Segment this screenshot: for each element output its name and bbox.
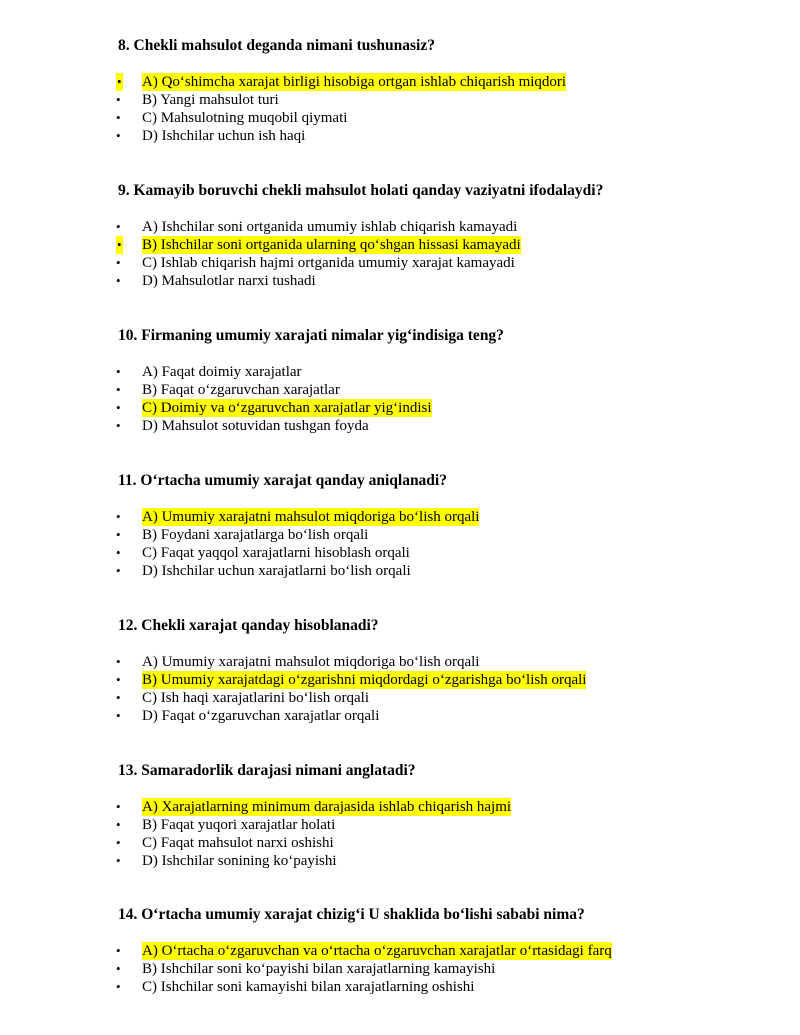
- options-list: [118, 942, 778, 996]
- option-b: [118, 236, 778, 254]
- option-label: C) Doimiy va o‘zgaruvchan xarajatlar yig‘indisi: [142, 400, 432, 416]
- options-list: [118, 363, 778, 435]
- bullet-icon: •: [116, 817, 121, 832]
- bullet-icon: •: [116, 690, 121, 705]
- option-b: [118, 816, 778, 834]
- options-list: [118, 508, 778, 580]
- question-14: [118, 906, 778, 996]
- option-label: A) O‘rtacha o‘zgaruvchan va o‘rtacha o‘zgaruvchan xarajatlar o‘rtasidagi farq: [142, 943, 612, 959]
- bullet-icon: •: [116, 943, 121, 958]
- bullet-icon: •: [116, 563, 121, 578]
- bullet-icon: •: [117, 237, 122, 252]
- option-a: [118, 508, 778, 526]
- option-d: [118, 417, 778, 435]
- bullet-icon: •: [116, 273, 121, 288]
- bullet-icon: •: [116, 545, 121, 560]
- option-d: [118, 707, 778, 725]
- option-label: D) Faqat o‘zgaruvchan xarajatlar orqali: [142, 708, 380, 724]
- bullet-icon: •: [116, 255, 121, 270]
- bullet-icon: •: [116, 509, 121, 524]
- question-title: 12. Chekli xarajat qanday hisoblanadi?: [118, 617, 379, 634]
- options-list: [118, 798, 778, 870]
- option-d: [118, 272, 778, 290]
- option-label: B) Faqat o‘zgaruvchan xarajatlar: [142, 382, 340, 398]
- bullet-icon: •: [117, 74, 122, 89]
- option-label: D) Ishchilar uchun ish haqi: [142, 128, 306, 144]
- option-label: B) Ishchilar soni ortganida ularning qo‘shgan hissasi kamayadi: [142, 237, 521, 253]
- option-c: [118, 689, 778, 707]
- option-label: D) Mahsulotlar narxi tushadi: [142, 273, 316, 289]
- question-8: [118, 37, 778, 145]
- option-label: A) Umumiy xarajatni mahsulot miqdoriga bo‘lish orqali: [142, 509, 480, 525]
- bullet-icon: •: [116, 382, 121, 397]
- option-label: A) Faqat doimiy xarajatlar: [142, 364, 302, 380]
- option-label: D) Ishchilar sonining ko‘payishi: [142, 853, 337, 869]
- option-label: D) Mahsulot sotuvidan tushgan foyda: [142, 418, 369, 434]
- question-title: 9. Kamayib boruvchi chekli mahsulot holati qanday vaziyatni ifodalaydi?: [118, 182, 604, 199]
- bullet-icon: •: [116, 835, 121, 850]
- option-label: C) Mahsulotning muqobil qiymati: [142, 110, 348, 126]
- option-b: [118, 91, 778, 109]
- option-label: C) Faqat yaqqol xarajatlarni hisoblash orqali: [142, 545, 410, 561]
- option-a: [118, 798, 778, 816]
- options-list: [118, 218, 778, 290]
- question-title: 10. Firmaning umumiy xarajati nimalar yig‘indisiga teng?: [118, 327, 504, 344]
- option-label: C) Ishlab chiqarish hajmi ortganida umumiy xarajat kamayadi: [142, 255, 515, 271]
- question-title: 13. Samaradorlik darajasi nimani anglatadi?: [118, 762, 416, 779]
- option-label: C) Ishchilar soni kamayishi bilan xarajatlarning oshishi: [142, 979, 475, 995]
- option-label: C) Faqat mahsulot narxi oshishi: [142, 835, 334, 851]
- bullet-icon: •: [116, 654, 121, 669]
- option-a: [118, 653, 778, 671]
- option-label: D) Ishchilar uchun xarajatlarni bo‘lish orqali: [142, 563, 411, 579]
- option-b: [118, 526, 778, 544]
- option-c: [118, 254, 778, 272]
- option-label: C) Ish haqi xarajatlarini bo‘lish orqali: [142, 690, 370, 706]
- bullet-icon: •: [116, 110, 121, 125]
- bullet-icon: •: [116, 527, 121, 542]
- question-title: 11. O‘rtacha umumiy xarajat qanday aniqlanadi?: [118, 472, 447, 489]
- bullet-icon: •: [116, 799, 121, 814]
- bullet-icon: •: [116, 364, 121, 379]
- option-d: [118, 127, 778, 145]
- bullet-icon: •: [116, 672, 121, 687]
- option-label: A) Qo‘shimcha xarajat birligi hisobiga ortgan ishlab chiqarish miqdori: [142, 74, 567, 90]
- question-11: [118, 472, 778, 580]
- option-label: B) Foydani xarajatlarga bo‘lish orqali: [142, 527, 369, 543]
- bullet-icon: •: [116, 418, 121, 433]
- question-9: [118, 182, 778, 290]
- question-title: 8. Chekli mahsulot deganda nimani tushunasiz?: [118, 37, 435, 54]
- question-13: [118, 762, 778, 870]
- option-label: B) Faqat yuqori xarajatlar holati: [142, 817, 336, 833]
- option-label: A) Umumiy xarajatni mahsulot miqdoriga bo‘lish orqali: [142, 654, 480, 670]
- bullet-icon: •: [116, 961, 121, 976]
- option-label: A) Ishchilar soni ortganida umumiy ishlab chiqarish kamayadi: [142, 219, 518, 235]
- option-b: [118, 671, 778, 689]
- bullet-icon: •: [116, 128, 121, 143]
- question-title: 14. O‘rtacha umumiy xarajat chizig‘i U shaklida bo‘lishi sababi nima?: [118, 906, 585, 923]
- option-c: [118, 978, 778, 996]
- bullet-icon: •: [116, 708, 121, 723]
- options-list: [118, 653, 778, 725]
- options-list: [118, 73, 778, 145]
- option-b: [118, 960, 778, 978]
- question-12: [118, 617, 778, 725]
- option-c: [118, 109, 778, 127]
- bullet-icon: •: [116, 979, 121, 994]
- option-a: [118, 363, 778, 381]
- option-label: A) Xarajatlarning minimum darajasida ishlab chiqarish hajmi: [142, 799, 512, 815]
- bullet-icon: •: [116, 92, 121, 107]
- option-a: [118, 73, 778, 91]
- option-label: B) Umumiy xarajatdagi o‘zgarishni miqdordagi o‘zgarishga bo‘lish orqali: [142, 672, 587, 688]
- option-d: [118, 562, 778, 580]
- option-c: [118, 834, 778, 852]
- option-c: [118, 544, 778, 562]
- option-a: [118, 218, 778, 236]
- bullet-icon: •: [116, 853, 121, 868]
- option-label: B) Ishchilar soni ko‘payishi bilan xarajatlarning kamayishi: [142, 961, 496, 977]
- option-a: [118, 942, 778, 960]
- bullet-icon: •: [116, 219, 121, 234]
- option-c: [118, 399, 778, 417]
- option-d: [118, 852, 778, 870]
- option-b: [118, 381, 778, 399]
- option-label: B) Yangi mahsulot turi: [142, 92, 279, 108]
- bullet-icon: •: [116, 400, 121, 415]
- question-10: [118, 327, 778, 435]
